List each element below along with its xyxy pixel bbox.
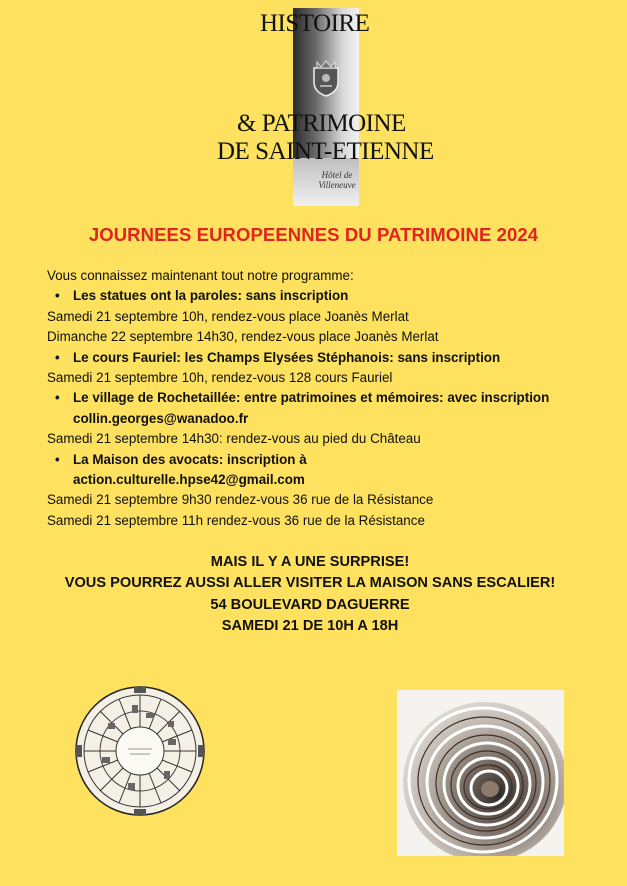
floor-plan-image — [72, 683, 208, 819]
event-name: • Le cours Fauriel: les Champs Elysées Stéphanois: sans inscription — [73, 348, 607, 368]
event-list — [47, 450, 607, 491]
logo-signature: Hôtel de Villeneuve — [318, 170, 356, 190]
event-list — [47, 388, 607, 429]
logo-line-2: & PATRIMOINE — [237, 110, 406, 137]
surprise-line-1: MAIS IL Y A UNE SURPRISE! — [210, 554, 410, 570]
event-name: • La Maison des avocats: inscription à action.culturelle.hpse42@gmail.com — [73, 450, 403, 491]
event-date: Dimanche 22 septembre 14h30, rendez-vous place Joanès Merlat — [47, 329, 439, 345]
event-list — [47, 348, 607, 368]
event-date: Samedi 21 septembre 10h, rendez-vous place Joanès Merlat — [47, 308, 409, 324]
event-date: Samedi 21 septembre 14h30: rendez-vous au pied du Château — [47, 431, 421, 447]
page-title: JOURNEES EUROPEENNES DU PATRIMOINE 2024 — [88, 224, 539, 245]
logo-line-1: HISTOIRE — [260, 10, 370, 37]
event-list — [47, 286, 607, 306]
event-date: Samedi 21 septembre 9h30 rendez-vous 36 rue de la Résistance — [47, 492, 434, 508]
intro-text: Vous connaissez maintenant tout notre programme: — [47, 268, 354, 283]
event-name: • Les statues ont la paroles: sans inscription — [73, 286, 607, 306]
surprise-line-2: VOUS POURREZ AUSSI ALLER VISITER LA MAISON SANS ESCALIER! — [64, 575, 556, 592]
spiral-staircase-photo — [397, 690, 564, 856]
logo — [210, 8, 434, 208]
event-name: • Le village de Rochetaillée: entre patrimoines et mémoires: avec inscription collin.georges@wanadoo.fr — [73, 388, 607, 429]
crest-icon — [310, 60, 342, 98]
surprise-line-4: SAMEDI 21 DE 10H A 18H — [221, 618, 399, 635]
surprise-line-3: 54 BOULEVARD DAGUERRE — [210, 596, 410, 613]
surprise-block — [60, 552, 560, 638]
event-date: Samedi 21 septembre 11h rendez-vous 36 rue de la Résistance — [47, 512, 425, 528]
logo-line-3: DE SAINT-ETIENNE — [217, 138, 434, 165]
event-date: Samedi 21 septembre 10h, rendez-vous 128 cours Fauriel — [47, 370, 393, 386]
program — [47, 266, 607, 531]
